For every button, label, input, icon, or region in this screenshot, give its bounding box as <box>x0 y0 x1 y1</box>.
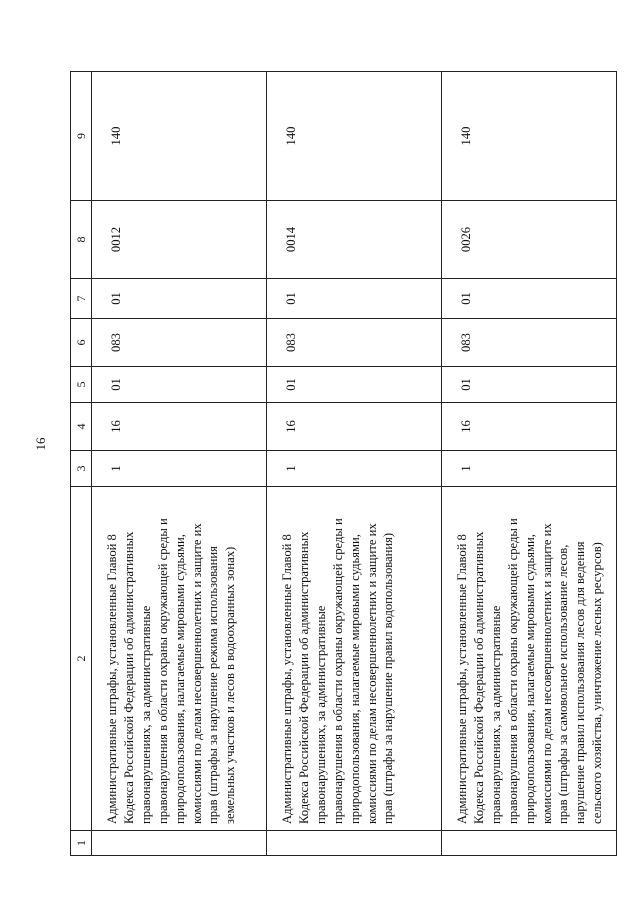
description-line: комиссиями по делам несовершеннолетних и защите их <box>189 523 204 824</box>
header-cell: 5 <box>71 367 92 403</box>
description-cell <box>442 487 617 831</box>
code-cell: 083 <box>92 319 267 367</box>
header-cell: 2 <box>71 487 92 831</box>
description-line: Кодекса Российской Федерации об административных <box>296 531 311 824</box>
description-line: правонарушения в области охраны окружающей среды и <box>155 518 170 824</box>
description-line: Кодекса Российской Федерации об административных <box>121 531 136 824</box>
code-cell: 1 <box>267 451 442 487</box>
code-cell: 0012 <box>92 201 267 279</box>
code-cell: 1 <box>92 451 267 487</box>
row-number-cell <box>92 831 267 856</box>
code-cell: 083 <box>267 319 442 367</box>
description-line: земельных участков и лесов в водоохранных зонах) <box>223 546 238 824</box>
code-cell: 140 <box>267 72 442 201</box>
row-number-cell <box>442 831 617 856</box>
header-cell: 9 <box>71 72 92 201</box>
code-cell: 01 <box>442 367 617 403</box>
description-line: прав (штрафы за нарушение режима использования <box>206 546 221 824</box>
code-cell: 083 <box>442 319 617 367</box>
code-cell: 01 <box>92 279 267 319</box>
description-line: правонарушениях, за административные <box>488 605 503 824</box>
code-cell: 0014 <box>267 201 442 279</box>
code-cell: 01 <box>267 279 442 319</box>
description-line: правонарушениях, за административные <box>138 605 153 824</box>
description-line: правонарушения в области охраны окружающей среды и <box>330 518 345 824</box>
header-row <box>71 72 92 856</box>
header-cell: 4 <box>71 403 92 451</box>
description-line: правонарушениях, за административные <box>313 605 328 824</box>
page-number: 16 <box>33 437 48 451</box>
code-cell: 01 <box>442 279 617 319</box>
description-line: прав (штрафы за самовольное использование лесов, <box>556 544 571 824</box>
budget-classification-table <box>70 71 617 856</box>
header-cell: 3 <box>71 451 92 487</box>
header-cell: 7 <box>71 279 92 319</box>
code-cell: 16 <box>442 403 617 451</box>
code-cell: 01 <box>267 367 442 403</box>
description-line: природопользования, налагаемые мировыми судьями, <box>172 534 187 824</box>
table-row <box>92 72 267 856</box>
table-row <box>267 72 442 856</box>
code-cell: 140 <box>92 72 267 201</box>
code-cell: 0026 <box>442 201 617 279</box>
description-cell <box>267 487 442 831</box>
description-line: сельского хозяйства, уничтожение лесных ресурсов) <box>590 542 605 824</box>
header-cell: 1 <box>71 831 92 856</box>
description-line: Административные штрафы, установленные Главой 8 <box>105 534 119 824</box>
description-line: природопользования, налагаемые мировыми судьями, <box>522 534 537 824</box>
description-line: прав (штрафы за нарушение правил водопользования) <box>381 532 396 824</box>
description-cell <box>92 487 267 831</box>
description-line: комиссиями по делам несовершеннолетних и защите их <box>364 523 379 824</box>
code-cell: 1 <box>442 451 617 487</box>
header-cell: 8 <box>71 201 92 279</box>
code-cell: 16 <box>92 403 267 451</box>
code-cell: 140 <box>442 72 617 201</box>
code-cell: 01 <box>92 367 267 403</box>
description-line: Кодекса Российской Федерации об административных <box>471 531 486 824</box>
description-line: Административные штрафы, установленные Главой 8 <box>280 534 294 824</box>
row-number-cell <box>267 831 442 856</box>
description-line: комиссиями по делам несовершеннолетних и защите их <box>539 523 554 824</box>
description-line: нарушение правил использования лесов для ведения <box>573 541 588 824</box>
code-cell: 16 <box>267 403 442 451</box>
description-line: правонарушения в области охраны окружающей среды и <box>505 518 520 824</box>
header-cell: 6 <box>71 319 92 367</box>
description-line: природопользования, налагаемые мировыми судьями, <box>347 534 362 824</box>
rotated-table-wrapper <box>70 72 605 856</box>
table-row <box>442 72 617 856</box>
description-line: Административные штрафы, установленные Главой 8 <box>455 534 469 824</box>
